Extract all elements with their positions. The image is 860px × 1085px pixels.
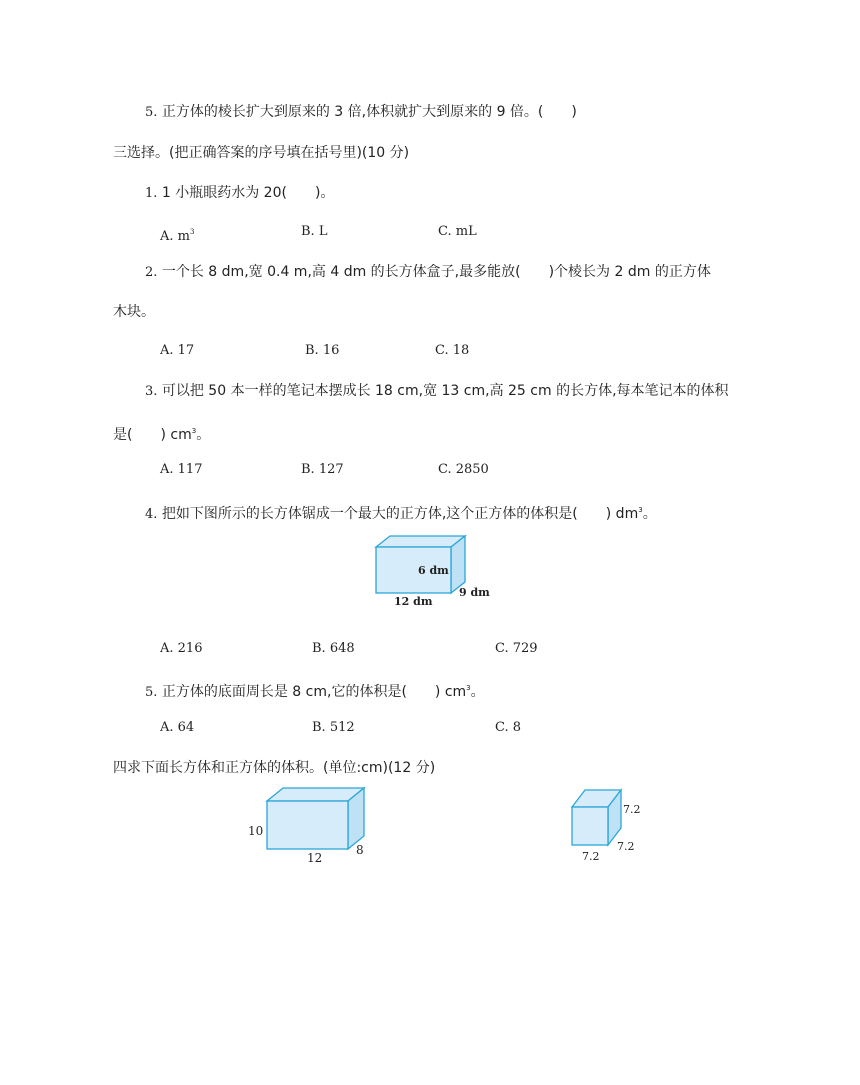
question-3: [145, 381, 729, 402]
option-a: A. 17: [160, 343, 195, 358]
question-number: 1.: [145, 186, 158, 201]
cuboid-figure: [242, 784, 377, 866]
question-number: 5.: [145, 685, 158, 700]
question-number: 3.: [145, 384, 158, 399]
question-number: 4.: [145, 507, 158, 522]
question-3-continued: 是( ) $cm^3$。: [113, 427, 211, 443]
option-b: B. 648: [312, 641, 355, 656]
cube-figure: [565, 785, 645, 865]
label-side: 7.2: [617, 840, 635, 853]
question-text: 正方体的棱长扩大到原来的 3 倍,体积就扩大到原来的 9 倍。( ): [161, 104, 577, 120]
section-3-title: 三选择。(把正确答案的序号填在括号里)(10 分): [113, 145, 410, 161]
label-top: 7.2: [623, 803, 641, 816]
cuboid-front-face: [267, 801, 348, 849]
option-c: C. 729: [495, 641, 538, 656]
label-width: 8: [356, 843, 364, 857]
label-length: 12 dm: [394, 595, 433, 608]
label-length: 12: [307, 851, 323, 865]
option-b: B. 127: [301, 462, 344, 477]
option-b: B. 16: [305, 343, 340, 358]
question-text: 一个长 8 dm,宽 0.4 m,高 4 dm 的长方体盒子,最多能放( )个棱长为 2 dm 的正方体: [161, 264, 711, 280]
cube-front-face: [572, 807, 608, 845]
question-text: 把如下图所示的长方体锯成一个最大的正方体,这个正方体的体积是( ) dm: [161, 506, 639, 522]
label-height: 10: [248, 824, 264, 838]
question-number: 5.: [145, 105, 158, 120]
option-a: A. 64: [160, 720, 195, 735]
question-text: 可以把 50 本一样的笔记本摆成长 18 cm,宽 13 cm,高 25 cm 的长方体,每本笔记本的体积: [161, 383, 729, 399]
question-5-prev: [145, 102, 577, 123]
option-c: C. 8: [495, 720, 522, 735]
question-4: 4. 把如下图所示的长方体锯成一个最大的正方体,这个正方体的体积是( ) $dm^3$。: [145, 506, 657, 522]
question-number: 2.: [145, 265, 158, 280]
cuboid-top-face: [376, 536, 465, 547]
question-2: [145, 262, 711, 283]
label-bottom: 7.2: [582, 850, 600, 863]
option-c: C. mL: [438, 224, 477, 239]
question-2-continued: 木块。: [113, 304, 155, 320]
question-text: 正方体的底面周长是 8 cm,它的体积是( ) cm: [161, 684, 467, 700]
section-4-title: 四求下面长方体和正方体的体积。(单位:cm)(12 分): [113, 760, 436, 776]
question-5: 5. 正方体的底面周长是 8 cm,它的体积是( ) $cm^3$。: [145, 684, 485, 700]
option-c: C. 2850: [438, 462, 489, 477]
cuboid-figure-q4: [370, 532, 495, 612]
option-a: A. 216: [160, 641, 203, 656]
option-a: A. 117: [160, 462, 203, 477]
option-b: B. 512: [312, 720, 355, 735]
question-text: 1 小瓶眼药水为 20( )。: [161, 185, 335, 201]
label-height: 6 dm: [418, 564, 449, 577]
option-b: B. L: [301, 224, 328, 239]
label-width: 9 dm: [459, 586, 490, 599]
question-1: [145, 183, 334, 204]
option-c: C. 18: [435, 343, 470, 358]
option-a: A. $m^3$: [160, 228, 195, 244]
cuboid-side-face: [451, 536, 465, 593]
